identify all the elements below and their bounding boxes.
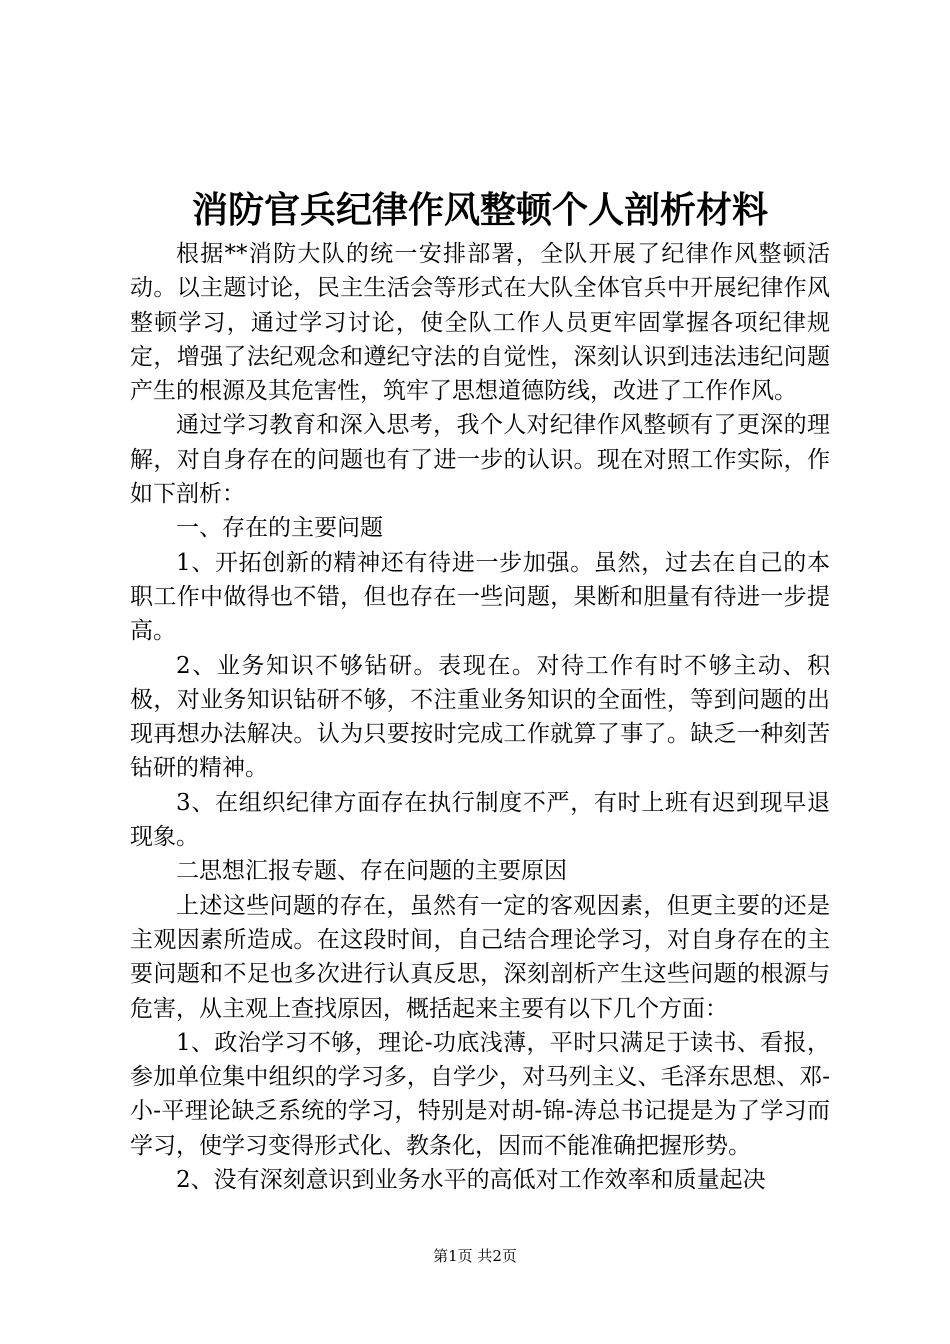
document-title: 消防官兵纪律作风整顿个人剖析材料 [191, 189, 768, 231]
section-heading: 一、存在的主要问题 [176, 515, 383, 542]
paragraph: 根据**消防大队的统一安排部署，全队开展了纪律作风整顿活动。以主题讨论，民主生活会等形式在大队全体官兵中开展纪律作风整顿学习，通过学习讨论，使全队工作人员更牢固掌握各项纪律规定，增强了法纪观念和遵纪守法的自觉性，深刻认识到违法违纪问题产生的根源及其危害性，筑牢了思想道德防线，改进了工作作风。 [130, 241, 830, 405]
paragraph: 2、业务知识不够钻研。表现在。对待工作有时不够主动、积极，对业务知识钻研不够，不注重业务知识的全面性，等到问题的出现再想办法解决。认为只要按时完成工作就算了事了。缺乏一种刻苦钻研的精神。 [130, 652, 830, 782]
paragraph: 3、在组织纪律方面存在执行制度不严，有时上班有迟到现早退现象。 [130, 789, 830, 851]
page-footer: 第1页 共2页 [433, 1247, 517, 1265]
paragraph: 上述这些问题的存在，虽然有一定的客观因素，但更主要的还是主观因素所造成。在这段时间，自己结合理论学习，对自身存在的主要问题和不足也多次进行认真反思，深刻剖析产生这些问题的根源与危害，从主观上查找原因，概括起来主要有以下几个方面： [130, 892, 830, 1022]
section-heading: 二思想汇报专题、存在问题的主要原因 [176, 858, 567, 885]
paragraph: 1、政治学习不够，理论-功底浅薄，平时只满足于读书、看报，参加单位集中组织的学习多，自学少，对马列主义、毛泽东思想、邓-小-平理论缺乏系统的学习，特别是对胡-锦-涛总书记提是为了学习而学习，使学习变得形式化、教条化，因而不能准确把握形势。 [130, 1029, 830, 1159]
paragraph: 2、没有深刻意识到业务水平的高低对工作效率和质量起决 [176, 1167, 766, 1194]
paragraph: 通过学习教育和深入思考，我个人对纪律作风整顿有了更深的理解，对自身存在的问题也有了进一步的认识。现在对照工作实际，作如下剖析： [130, 412, 830, 508]
paragraph: 1、开拓创新的精神还有待进一步加强。虽然，过去在自己的本职工作中做得也不错，但也存在一些问题，果断和胆量有待进一步提高。 [130, 549, 830, 645]
document-body [130, 237, 830, 1197]
